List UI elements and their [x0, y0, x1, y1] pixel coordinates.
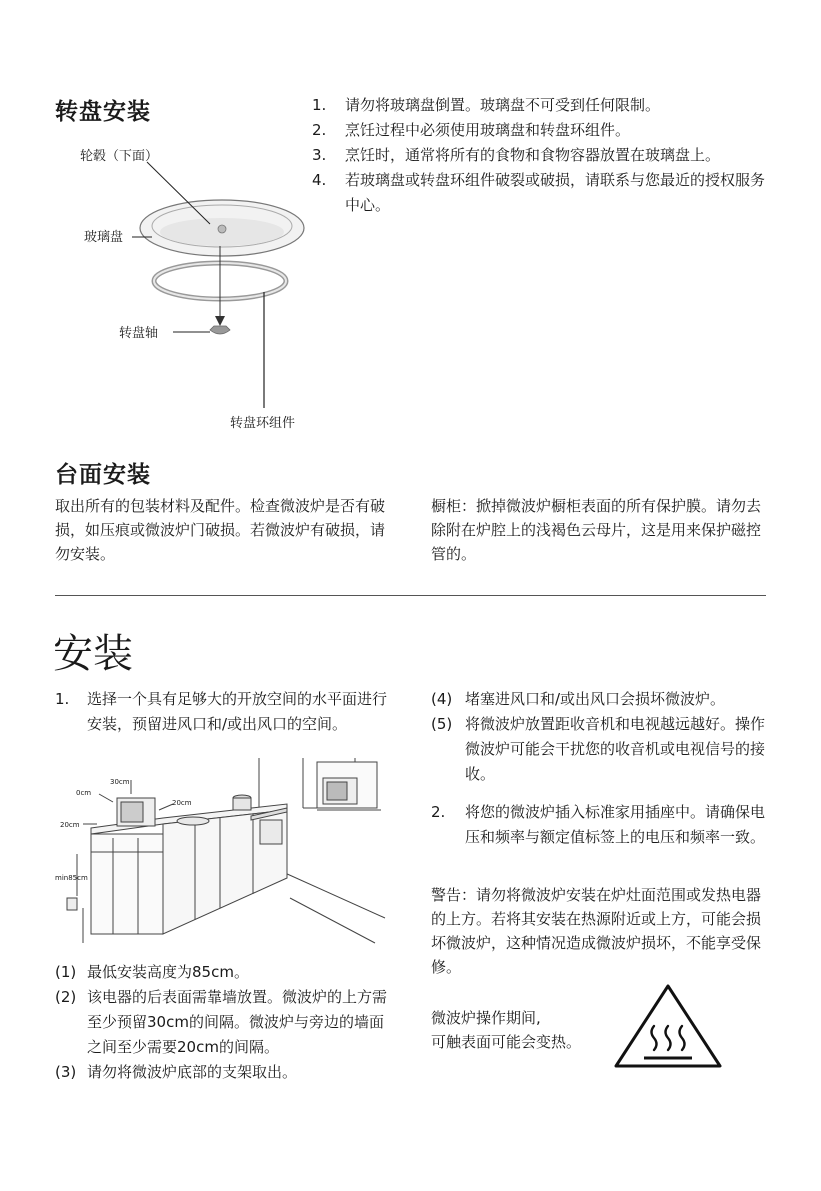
hot-surface-line2: 可触表面可能会变热。: [431, 1033, 582, 1051]
list-item: (5) 将微波炉放置距收音机和电视越远越好。操作微波炉可能会干扰您的收音机或电视信号的接收。: [431, 715, 766, 783]
illus-label-min-height: min85cm: [55, 874, 88, 882]
countertop-heading: 台面安装: [55, 462, 151, 488]
section-divider: [55, 595, 766, 596]
list-item: (1) 最低安装高度为85cm。: [55, 963, 249, 981]
warning-text: 警告：请勿将微波炉安装在炉灶面范围或发热电器的上方。若将其安装在热源附近或上方，可能会损坏微波炉，这种情况造成微波炉损坏，不能享受保修。: [431, 886, 762, 976]
label-shaft: 转盘轴: [119, 326, 159, 341]
list-item: 2. 将您的微波炉插入标准家用插座中。请确保电压和频率与额定值标签上的电压和频率一致。: [431, 803, 766, 846]
illus-label-side-right: 20cm: [172, 799, 192, 807]
illus-label-side-left: 20cm: [60, 821, 80, 829]
list-item: 4. 若玻璃盘或转盘环组件破裂或破损，请联系与您最近的授权服务中心。: [312, 171, 766, 214]
label-ring: 转盘环组件: [230, 416, 296, 431]
install-step1: [55, 687, 395, 737]
kitchen-illustration: [55, 758, 395, 948]
illus-label-back: 0cm: [76, 789, 92, 797]
hot-surface-warning-icon: [612, 982, 724, 1070]
countertop-left-text: 取出所有的包装材料及配件。检查微波炉是否有破损，如压痕或微波炉门破损。若微波炉有破损，请勿安装。: [55, 497, 386, 563]
install-right-sublist: [431, 687, 766, 787]
turntable-steps: [312, 93, 770, 218]
list-item: (4) 堵塞进风口和/或出风口会损坏微波炉。: [431, 690, 726, 708]
install-left-sublist: [55, 960, 395, 1085]
illus-label-top: 30cm: [110, 778, 130, 786]
list-item: 1. 请勿将玻璃盘倒置。玻璃盘不可受到任何限制。: [312, 96, 661, 114]
turntable-heading: 转盘安装: [55, 99, 151, 125]
install-heading: 安装: [53, 631, 133, 677]
list-item: 1. 选择一个具有足够大的开放空间的水平面进行安装，预留进风口和/或出风口的空间。: [55, 690, 388, 733]
countertop-right-text: 橱柜：掀掉微波炉橱柜表面的所有保护膜。请勿去除附在炉腔上的浅褐色云母片，这是用来保护磁控管的。: [431, 497, 762, 563]
list-item: 2. 烹饪过程中必须使用玻璃盘和转盘环组件。: [312, 121, 631, 139]
label-glass-plate: 玻璃盘: [84, 230, 124, 245]
install-step2: [431, 800, 766, 850]
hot-surface-line1: 微波炉操作期间,: [431, 1009, 541, 1027]
turntable-shaft: [210, 326, 230, 334]
label-roller: 轮毂（下面）: [80, 149, 159, 164]
turntable-diagram: [60, 140, 320, 440]
list-item: (3) 请勿将微波炉底部的支架取出。: [55, 1063, 298, 1081]
list-item: 3. 烹饪时，通常将所有的食物和食物容器放置在玻璃盘上。: [312, 146, 721, 164]
list-item: (2) 该电器的后表面需靠墙放置。微波炉的上方需至少预留30cm的间隔。微波炉与旁边的墙面之间至少需要20cm的间隔。: [55, 988, 388, 1056]
